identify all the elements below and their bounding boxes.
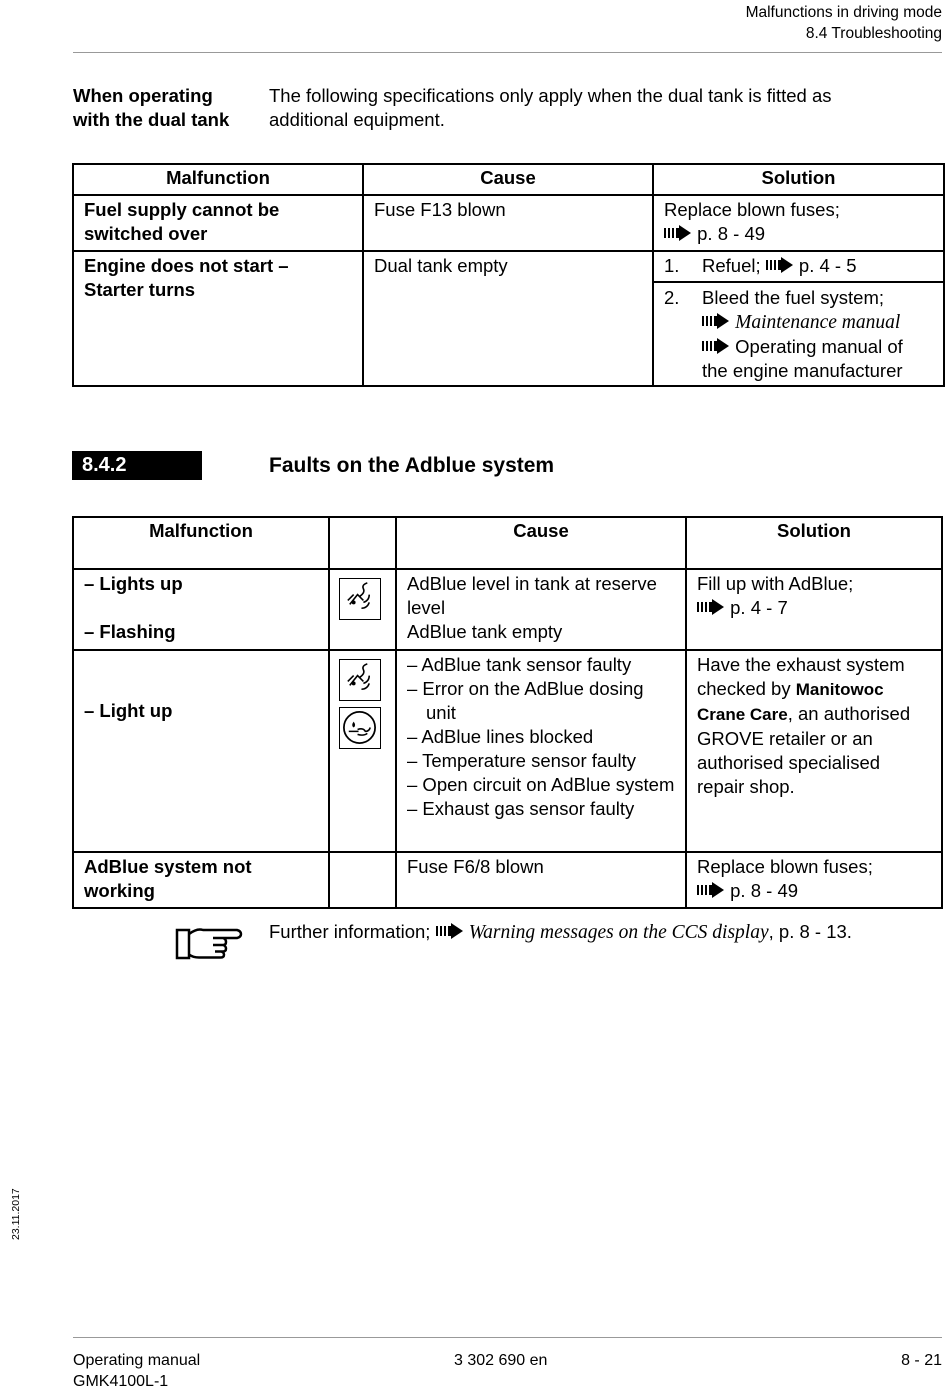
list-item: – AdBlue tank sensor faulty <box>407 654 632 675</box>
footer-manual: Operating manual GMK4100L-1 <box>73 1352 201 1390</box>
list-item: – Error on the AdBlue dosing unit <box>407 678 644 723</box>
table-header-row <box>73 164 944 195</box>
list-item: – Temperature sensor faulty <box>407 750 636 771</box>
table-row <box>73 251 944 282</box>
list-item: – Open circuit on AdBlue system <box>407 774 675 795</box>
header-section: 8.4 Troubleshooting <box>805 25 942 42</box>
side-date: 23.11.2017 <box>10 1188 22 1240</box>
further-information-note: Further information; Warning messages on the CCS display, p. 8 - 13. <box>269 921 852 943</box>
brand-name: Crane Care <box>697 705 788 724</box>
page-reference[interactable]: p. 4 - 7 <box>697 596 931 620</box>
solution-cell: Replace blown fuses; p. 8 - 49 <box>653 195 944 251</box>
page-reference[interactable]: p. 8 - 49 <box>697 879 931 903</box>
malfunction-cell: AdBlue system not working <box>73 852 329 908</box>
col-cause: Cause <box>363 164 653 195</box>
malfunction-cell: Fuel supply cannot be switched over <box>73 195 363 251</box>
section-number: 8.4.2 <box>72 451 202 480</box>
table-header-row <box>73 517 942 569</box>
cross-reference-arrow-icon <box>697 882 725 898</box>
cause-cell: AdBlue level in tank at reserve level AdBlue tank empty <box>396 569 686 650</box>
malfunction-cell: – Lights up – Flashing <box>73 569 329 650</box>
cross-reference-arrow-icon <box>702 338 730 354</box>
malfunction-cell: Engine does not start – Starter turns <box>73 251 363 386</box>
adblue-troubleshooting-table <box>72 516 943 909</box>
footer-document-number: 3 302 690 en <box>454 1352 548 1369</box>
icon-cell <box>329 650 396 852</box>
col-malfunction: Malfunction <box>73 517 329 569</box>
engine-manual-reference[interactable]: Operating manual of <box>702 335 903 359</box>
header-chapter: Malfunctions in driving mode <box>745 4 942 21</box>
maintenance-manual-reference[interactable]: Maintenance manual <box>702 310 903 335</box>
malfunction-cell: – Light up <box>73 650 329 852</box>
cross-reference-arrow-icon <box>766 257 794 273</box>
cause-cell: Fuse F6/8 blown <box>396 852 686 908</box>
solution-step-1: 1. Refuel; p. 4 - 5 <box>653 251 944 282</box>
cross-reference-arrow-icon <box>436 923 464 939</box>
table-row <box>73 569 942 650</box>
page-reference[interactable]: p. 4 - 5 <box>798 255 857 276</box>
solution-cell: Replace blown fuses; p. 8 - 49 <box>686 852 942 908</box>
cross-reference-arrow-icon <box>697 599 725 615</box>
icon-cell <box>329 569 396 650</box>
section-title: Faults on the Adblue system <box>269 454 555 477</box>
cause-list <box>396 650 686 852</box>
intro-label: When operating with the dual tank <box>73 85 230 130</box>
table-row <box>73 650 942 852</box>
solution-cell: Have the exhaust system checked by Manitowoc Crane Care, an authorised GROVE retailer or an authorised specialised repair shop. <box>686 650 942 852</box>
col-solution: Solution <box>686 517 942 569</box>
icon-cell <box>329 852 396 908</box>
list-item: – AdBlue lines blocked <box>407 726 594 747</box>
page-header <box>746 2 942 44</box>
list-item: – Exhaust gas sensor faulty <box>407 798 635 819</box>
col-solution: Solution <box>653 164 944 195</box>
page-reference[interactable]: p. 8 - 49 <box>664 222 933 246</box>
solution-cell: Fill up with AdBlue; p. 4 - 7 <box>686 569 942 650</box>
brand-name: Manitowoc <box>795 680 884 699</box>
cross-reference-arrow-icon <box>664 225 692 241</box>
pointing-hand-icon <box>175 924 243 967</box>
solution-step-2: 2. Bleed the fuel system; Maintenance manual Operating manual of the engine manufacturer <box>653 282 944 386</box>
header-rule <box>73 52 942 53</box>
warning-messages-reference[interactable]: Warning messages on the CCS display <box>468 922 769 943</box>
page-number: 8 - 21 <box>901 1352 942 1369</box>
col-icon <box>329 517 396 569</box>
col-cause: Cause <box>396 517 686 569</box>
table-row <box>73 195 944 251</box>
cross-reference-arrow-icon <box>702 313 730 329</box>
adblue-warning-icon <box>339 578 381 620</box>
adblue-warning-icon <box>339 659 381 701</box>
dual-tank-troubleshooting-table <box>72 163 945 387</box>
exhaust-system-icon <box>339 707 381 749</box>
intro-text: The following specifications only apply when the dual tank is fitted as additional equipment. <box>269 85 832 130</box>
table-row <box>73 852 942 908</box>
col-malfunction: Malfunction <box>73 164 363 195</box>
footer-rule <box>73 1337 942 1338</box>
cause-cell: Dual tank empty <box>363 251 653 386</box>
cause-cell: Fuse F13 blown <box>363 195 653 251</box>
